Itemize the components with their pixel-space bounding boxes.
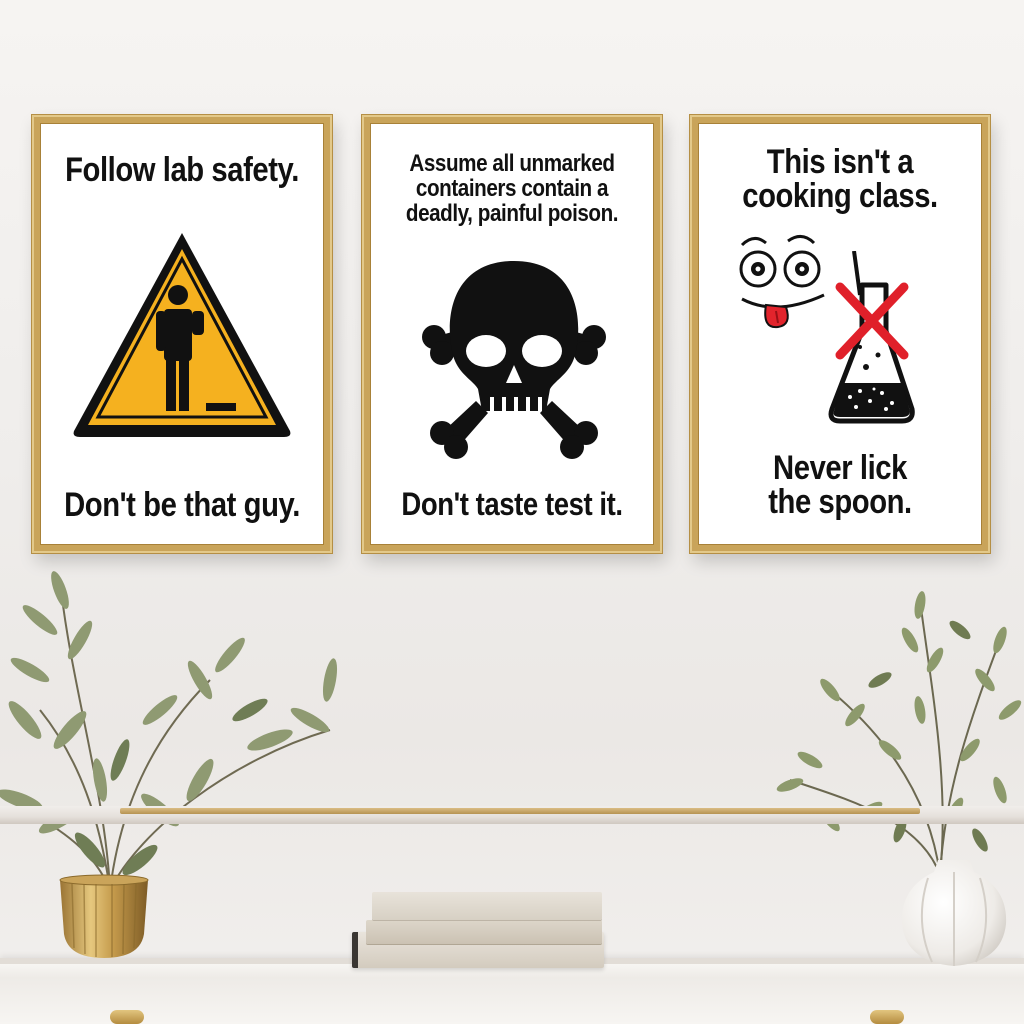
poster-3-top-text bbox=[718, 145, 962, 213]
poster-2-top-text bbox=[390, 151, 634, 227]
poster-2-bottom-text: Don't taste test it. bbox=[401, 486, 623, 522]
olive-plant-left bbox=[0, 560, 360, 900]
white-ribbed-vase bbox=[898, 858, 1010, 968]
poster-lab-safety bbox=[40, 123, 324, 545]
ledge-gold-rail bbox=[120, 808, 920, 814]
poster-frame-poison bbox=[362, 115, 662, 553]
olive-plant-right bbox=[770, 580, 1024, 880]
poster-3-bottom-text bbox=[718, 451, 962, 519]
warning-triangle-icon bbox=[68, 225, 296, 445]
poster-1-bottom-text: Don't be that guy. bbox=[64, 486, 300, 524]
drawer-knob bbox=[110, 1010, 144, 1024]
poster-1-top-text: Follow lab safety. bbox=[65, 151, 299, 189]
poster-cooking bbox=[698, 123, 982, 545]
poster-3-bottom-line-1: Never lick bbox=[773, 449, 907, 487]
gold-ribbed-pot bbox=[56, 874, 152, 960]
book-top bbox=[372, 892, 602, 920]
poster-poison bbox=[370, 123, 654, 545]
poster-frame-lab-safety bbox=[32, 115, 332, 553]
poster-2-top-line-1: Assume all unmarked bbox=[409, 150, 615, 177]
drawer-knob bbox=[870, 1010, 904, 1024]
poster-3-bottom-line-2: the spoon. bbox=[768, 483, 912, 521]
poster-3-top-line-1: This isn't a bbox=[766, 143, 914, 181]
book-middle bbox=[366, 920, 602, 944]
poster-2-top-line-3: deadly, painful poison. bbox=[405, 200, 619, 228]
poster-frame-cooking bbox=[690, 115, 990, 553]
tongue-face-icon bbox=[736, 231, 832, 331]
skull-crossbones-icon bbox=[416, 261, 612, 461]
poster-2-top-line-2: containers contain a bbox=[415, 175, 609, 203]
red-cross-icon bbox=[832, 281, 912, 361]
poster-3-top-line-2: cooking class. bbox=[742, 177, 938, 215]
